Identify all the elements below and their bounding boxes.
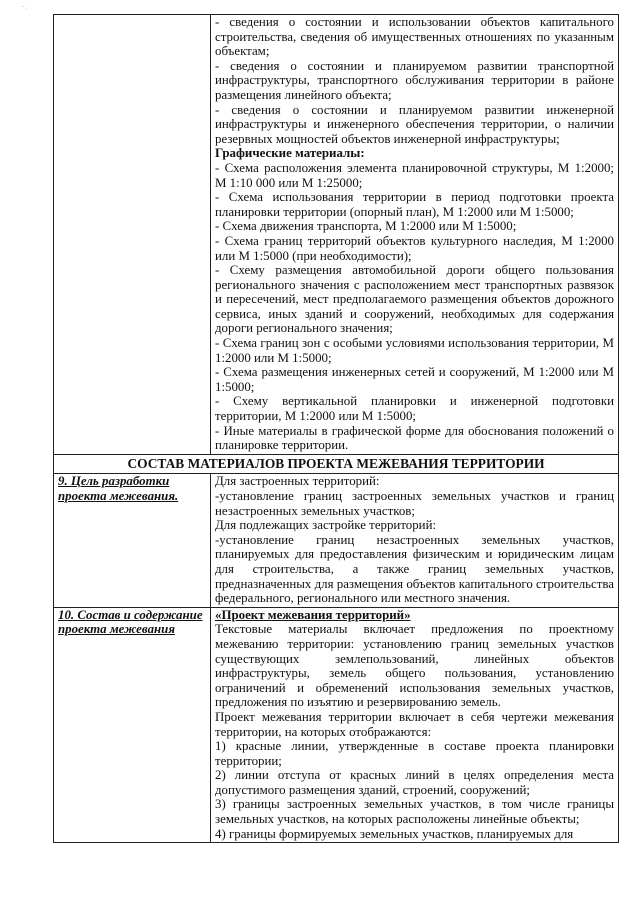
list-item: - сведения о состоянии и использовании объектов капитального строительства, сведения об имущественных отношениях по указанным объектам; [215, 15, 614, 59]
list-item: - Схема движения транспорта, М 1:2000 или М 1:5000; [215, 219, 517, 234]
row-content-10 [211, 607, 619, 843]
row-content-9 [211, 474, 619, 607]
requirements-table [53, 14, 619, 843]
paragraph: -установление границ незастроенных земельных участков, планируемых для предоставления физическим и юридическим лицам для строительства, а также границ земельных участков, предназначенных для размещения объектов капитального строительства федерального, регионального или местного значения. [215, 532, 614, 606]
row-label-9: 9. Цель разработки проекта межевания. [54, 474, 211, 607]
paragraph: 4) границы формируемых земельных участков, планируемых для [215, 826, 574, 841]
paragraph: 3) границы застроенных земельных участков, в том числе границы земельных участков, на которых расположены линейные объекты; [215, 797, 614, 827]
row-10-heading: «Проект межевания территорий» [215, 607, 411, 622]
list-item: - Схема использования территории в период подготовки проекта планировки территории (опорный план), М 1:2000 или М 1:5000; [215, 190, 614, 219]
table-row-9 [54, 474, 619, 607]
list-item: - Схема границ зон с особыми условиями использования территории, М 1:2000 или М 1:5000; [215, 336, 614, 365]
paragraph: 1) красные линии, утвержденные в составе проекта планировки территории; [215, 739, 614, 768]
paragraph: Текстовые материалы включает предложения по проектному межеванию территории: установлению границ земельных участков существующих землепользований, линейных объектов инфраструктуры, земель общего пользования, установлению ограничений и обременений использования земельных участков, предложения по изъятию и резервированию земель. [215, 622, 614, 710]
continuation-cell [211, 15, 619, 455]
list-item: - Схема расположения элемента планировочной структуры, М 1:2000; М 1:10 000 или М 1:25000; [215, 160, 614, 190]
list-item: - Схема размещения инженерных сетей и сооружений, М 1:2000 или М 1:5000; [215, 365, 614, 394]
paragraph: Проект межевания территории включает в себя чертежи межевания территории, на которых отображаются: [215, 709, 614, 739]
paragraph: -установление границ застроенных земельных участков и границ незастроенных земельных участков; [215, 489, 614, 518]
table-row-continuation [54, 15, 619, 455]
list-item: - Схему размещения автомобильной дороги общего пользования регионального значения с расположением мест транспортных развязок и пересечений, мест предполагаемого размещения объектов дорожного сервиса, иных зданий и сооружений, необходимых для содержания дороги регионального значения; [215, 263, 614, 336]
graphics-heading: Графические материалы: [215, 146, 365, 161]
list-item: - Иные материалы в графической форме для обоснования положений о планировке территории. [215, 423, 614, 453]
list-item: - Схема границ территорий объектов культурного наследия, М 1:2000 или М 1:5000 (при необходимости); [215, 233, 614, 263]
paragraph: Для подлежащих застройке территорий: [215, 518, 437, 533]
list-item: - сведения о состоянии и планируемом развитии инженерной инфраструктуры и инженерного обеспечения территории, о наличии резервных мощностей объектов инженерной инфраструктуры; [215, 102, 614, 146]
section-title: СОСТАВ МАТЕРИАЛОВ ПРОЕКТА МЕЖЕВАНИЯ ТЕРРИТОРИИ [54, 454, 619, 474]
paragraph: 2) линии отступа от красных линий в целях определения места допустимого размещения зданий, строений, сооружений; [215, 768, 614, 797]
row-label-10: 10. Состав и содержание проекта межевания [54, 607, 211, 843]
list-item: - сведения о состоянии и планируемом развитии транспортной инфраструктуры, транспортного обслуживания территории в районе размещения линейного объекта; [215, 58, 614, 102]
scan-mark: - , [22, 4, 27, 10]
list-item: - Схему вертикальной планировки и инженерной подготовки территории, М 1:2000 или М 1:5000; [215, 394, 614, 424]
table-row-10 [54, 607, 619, 843]
empty-left-cell [54, 15, 211, 455]
paragraph: Для застроенных территорий: [215, 474, 380, 489]
table-row-section-title [54, 454, 619, 474]
